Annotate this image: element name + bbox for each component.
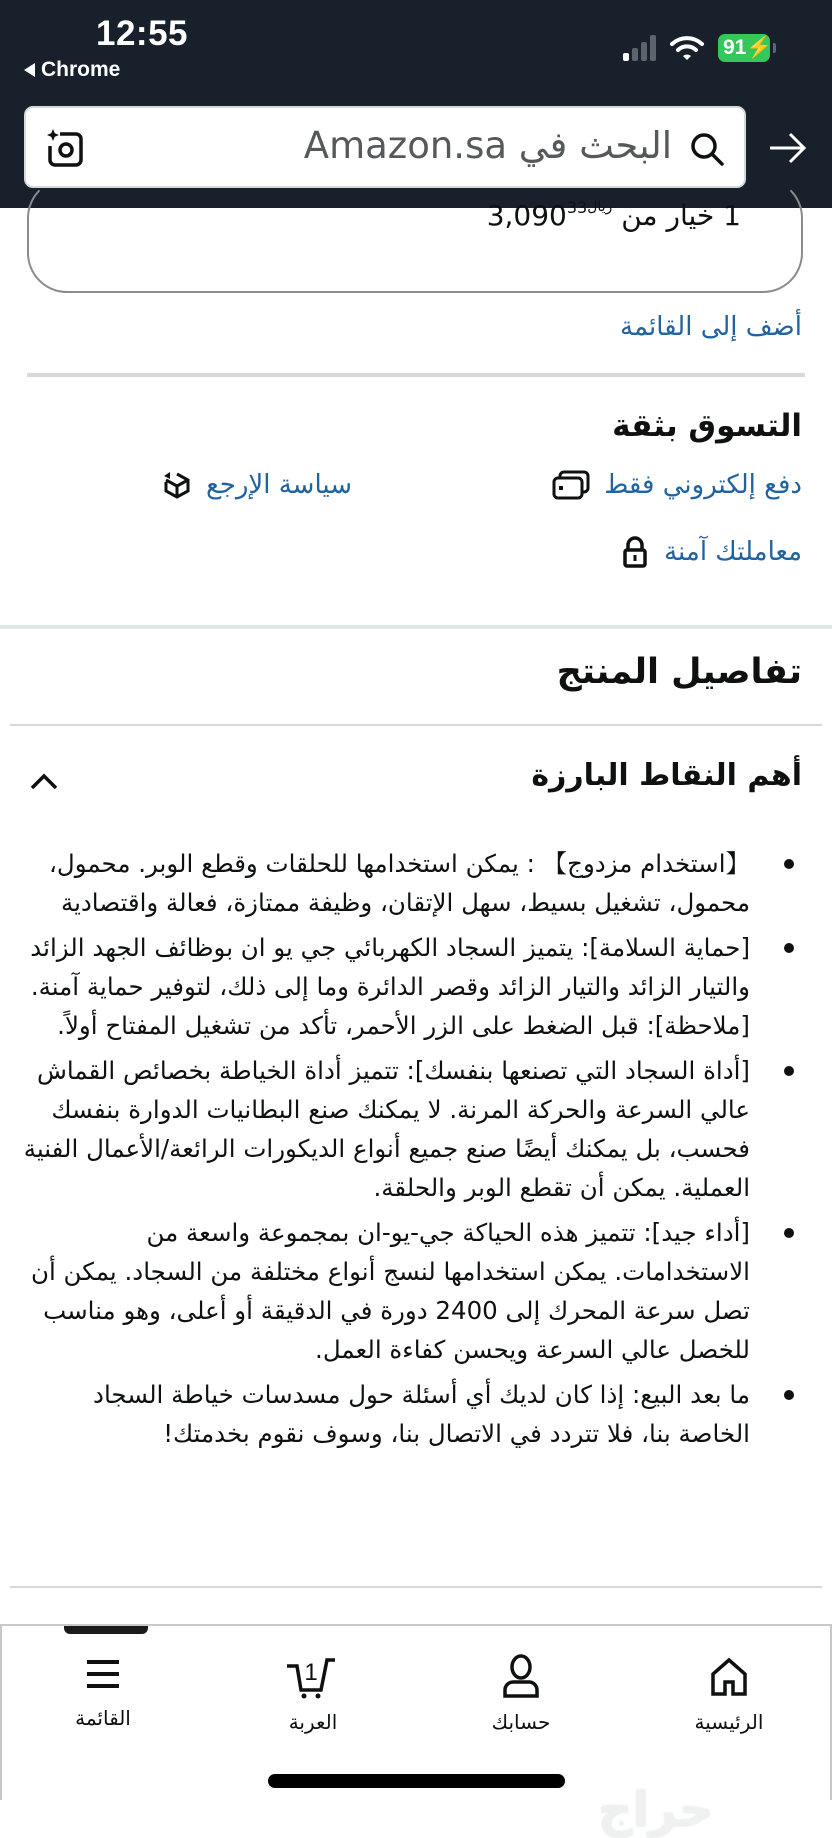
- search-icon[interactable]: [688, 130, 726, 168]
- forward-arrow-icon[interactable]: [766, 128, 810, 168]
- nav-label: الرئيسية: [694, 1710, 764, 1734]
- account-icon: [501, 1654, 541, 1698]
- price-whole: 3,090: [486, 199, 567, 232]
- divider: [10, 1586, 822, 1588]
- nav-menu[interactable]: [38, 1654, 168, 1730]
- trust-item-return-policy[interactable]: [162, 470, 352, 500]
- highlights-title[interactable]: أهم النقاط البارزة: [531, 758, 802, 793]
- status-icons: [623, 34, 773, 62]
- battery-level: 91: [723, 36, 747, 59]
- cart-count: 1: [304, 1659, 318, 1686]
- currency: ريال: [587, 199, 613, 215]
- list-item: ما بعد البيع: إذا كان لديك أي أسئلة حول مسدسات خياطة السجاد الخاصة بنا، فلا تتردد في الاتصال بنا، وسوف نقوم بخدمتك!: [22, 1375, 802, 1453]
- cards-icon: [552, 470, 590, 500]
- add-to-list-link[interactable]: أضف إلى القائمة: [620, 312, 802, 342]
- buying-options-button[interactable]: [27, 178, 803, 293]
- nav-cart[interactable]: [248, 1654, 378, 1734]
- back-triangle-icon: [24, 63, 35, 77]
- home-icon: [709, 1654, 749, 1698]
- list-item: 【استخدام مزدوج】 : يمكن استخدامها للحلقات وقطع الوبر. محمول، محمول، تشغيل بسيط، سهل الإتقان، وظيفة ممتازة، فعالة واقتصادية: [22, 844, 802, 922]
- lock-icon: [620, 536, 650, 568]
- status-time: 12:55: [96, 14, 189, 53]
- active-tab-indicator: [64, 1626, 148, 1634]
- cellular-signal-icon: [623, 35, 656, 61]
- trust-item-label: سياسة الإرجع: [205, 470, 352, 500]
- return-box-icon: [162, 470, 192, 500]
- search-input[interactable]: [24, 106, 746, 188]
- menu-icon: [83, 1654, 123, 1694]
- divider: [10, 724, 822, 726]
- product-details-title: تفاصيل المنتج: [556, 652, 802, 692]
- trust-item-label: معاملتك آمنة: [664, 537, 802, 567]
- options-prefix: 1 خيار من: [621, 199, 741, 232]
- nav-account[interactable]: [456, 1654, 586, 1734]
- list-item: [أداة السجاد التي تصنعها بنفسك]: تتميز أداة الخياطة بخصائص القماش عالي السرعة والحركة المرنة. لا يمكنك صنع البطانيات الدوارة بنفسك فحسب، بل يمكنك أيضًا صنع جميع أنواع الديكورات الرائعة/الأعمال الفنية العملية. يمكن أن تقطع الوبر والحلقة.: [22, 1051, 802, 1207]
- list-item: [حماية السلامة]: يتميز السجاد الكهربائي جي يو ان بوظائف الجهد الزائد والتيار الزائد والتيار الزائد وقصر الدائرة وما إلى ذلك، لتوفير حماية آمنة. [ملاحظة]: قبل الضغط على الزر الأحمر، تأكد من تشغيل المفتاح أولاً.: [22, 928, 802, 1045]
- trust-item-label: دفع إلكتروني فقط: [604, 470, 802, 500]
- cart-icon: [285, 1654, 341, 1698]
- divider: [27, 373, 805, 377]
- browser-header: [0, 0, 832, 208]
- back-app-label: Chrome: [41, 58, 121, 81]
- nav-label: القائمة: [75, 1706, 131, 1730]
- charging-bolt-icon: ⚡: [746, 36, 773, 59]
- battery-indicator: [718, 34, 773, 62]
- wifi-icon: [670, 35, 704, 61]
- section-divider: [0, 625, 832, 629]
- shop-with-confidence-title: التسوق بثقة: [612, 408, 802, 444]
- home-indicator[interactable]: [268, 1774, 565, 1788]
- list-item: [أداء جيد]: تتميز هذه الحياكة جي-يو-ان بمجموعة واسعة من الاستخدامات. يمكن استخدامها لنسج أنواع مختلفة من السجاد. يمكن أن تصل سرعة المحرك إلى 2400 دورة في الدقيقة أو أعلى، وهو مناسب للخصل عالي السرعة ويحسن كفاءة العمل.: [22, 1213, 802, 1369]
- trust-item-secure-transaction[interactable]: [620, 536, 802, 568]
- trust-item-electronic-payment[interactable]: [552, 470, 802, 500]
- nav-home[interactable]: [664, 1654, 794, 1734]
- buying-options-label: [487, 198, 741, 232]
- highlights-list: [22, 844, 802, 1459]
- back-to-app-button[interactable]: [24, 58, 120, 82]
- nav-label: حسابك: [491, 1710, 551, 1734]
- chevron-up-icon[interactable]: [28, 768, 60, 794]
- price: [487, 199, 613, 232]
- camera-sparkle-icon[interactable]: [46, 128, 86, 168]
- nav-label: العربة: [288, 1710, 338, 1734]
- price-fraction: 33: [566, 198, 588, 217]
- watermark-logo: حراج: [598, 1782, 714, 1838]
- search-placeholder: البحث في Amazon.sa: [303, 124, 672, 167]
